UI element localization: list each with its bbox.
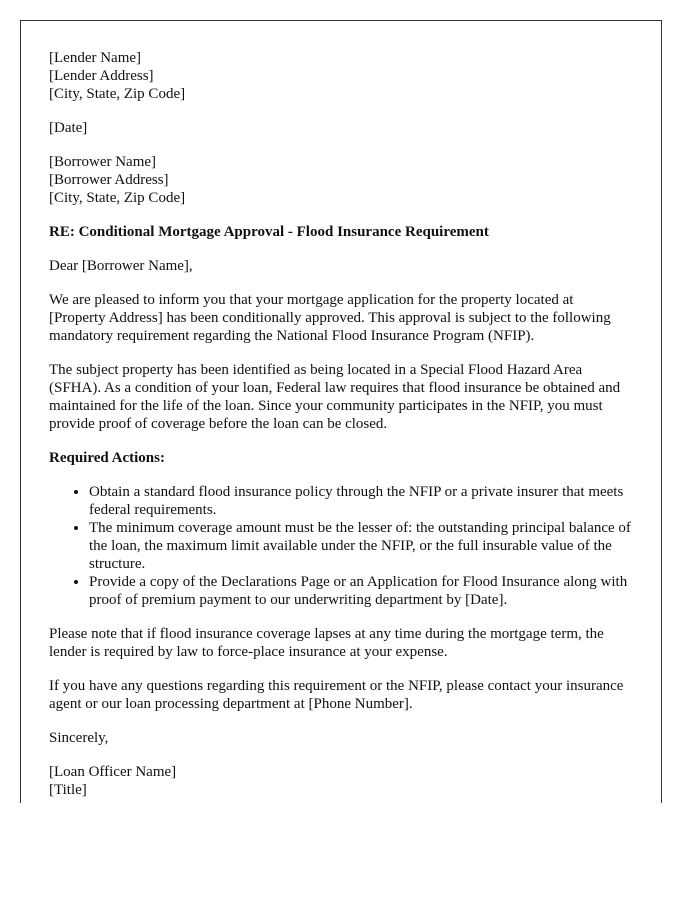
required-actions-list [49, 483, 633, 609]
body-paragraph: We are pleased to inform you that your mortgage application for the property located at [Property Address] has been conditionally approved. This approval is subject to the following mandatory requirement regarding the National Flood Insurance Program (NFIP). [49, 292, 611, 344]
lender-block [49, 49, 633, 103]
borrower-city: [City, State, Zip Code] [49, 190, 186, 206]
body-paragraph: Please note that if flood insurance coverage lapses at any time during the mortgage term, the lender is required by law to force-place insurance at your expense. [49, 626, 604, 660]
body-paragraph: If you have any questions regarding this requirement or the NFIP, please contact your insurance agent or our loan processing department at [Phone Number]. [49, 678, 624, 712]
lender-city: [City, State, Zip Code] [49, 86, 186, 102]
action-item: • Obtain a standard flood insurance policy through the NFIP or a private insurer that meets federal requirements. [89, 483, 633, 519]
signature-title: [Title] [49, 782, 87, 798]
borrower-name: [Borrower Name] [49, 154, 157, 170]
lender-address: [Lender Address] [49, 68, 154, 84]
letter-document [20, 20, 662, 803]
body-paragraph: The subject property has been identified as being located in a Special Flood Hazard Area (SFHA). As a condition of your loan, Federal law requires that flood insurance be obtained and maintained for the life of the loan. Since your community participates in the NFIP, you must provide proof of coverage before the loan can be closed. [49, 362, 621, 432]
action-item: • The minimum coverage amount must be the lesser of: the outstanding principal balance of the loan, the maximum limit available under the NFIP, or the full insurable value of the structure. [89, 519, 633, 573]
signature-name: [Loan Officer Name] [49, 764, 177, 780]
borrower-block [49, 153, 633, 207]
required-actions-heading: Required Actions: [49, 450, 165, 466]
salutation: Dear [Borrower Name], [49, 258, 193, 274]
action-item: • Provide a copy of the Declarations Page or an Application for Flood Insurance along with proof of premium payment to our underwriting department by [Date]. [89, 573, 633, 609]
signature-block [49, 763, 633, 799]
signoff: Sincerely, [49, 730, 109, 746]
lender-name: [Lender Name] [49, 50, 142, 66]
subject-line: RE: Conditional Mortgage Approval - Flood Insurance Requirement [49, 224, 489, 240]
borrower-address: [Borrower Address] [49, 172, 169, 188]
letter-date: [Date] [49, 120, 88, 136]
